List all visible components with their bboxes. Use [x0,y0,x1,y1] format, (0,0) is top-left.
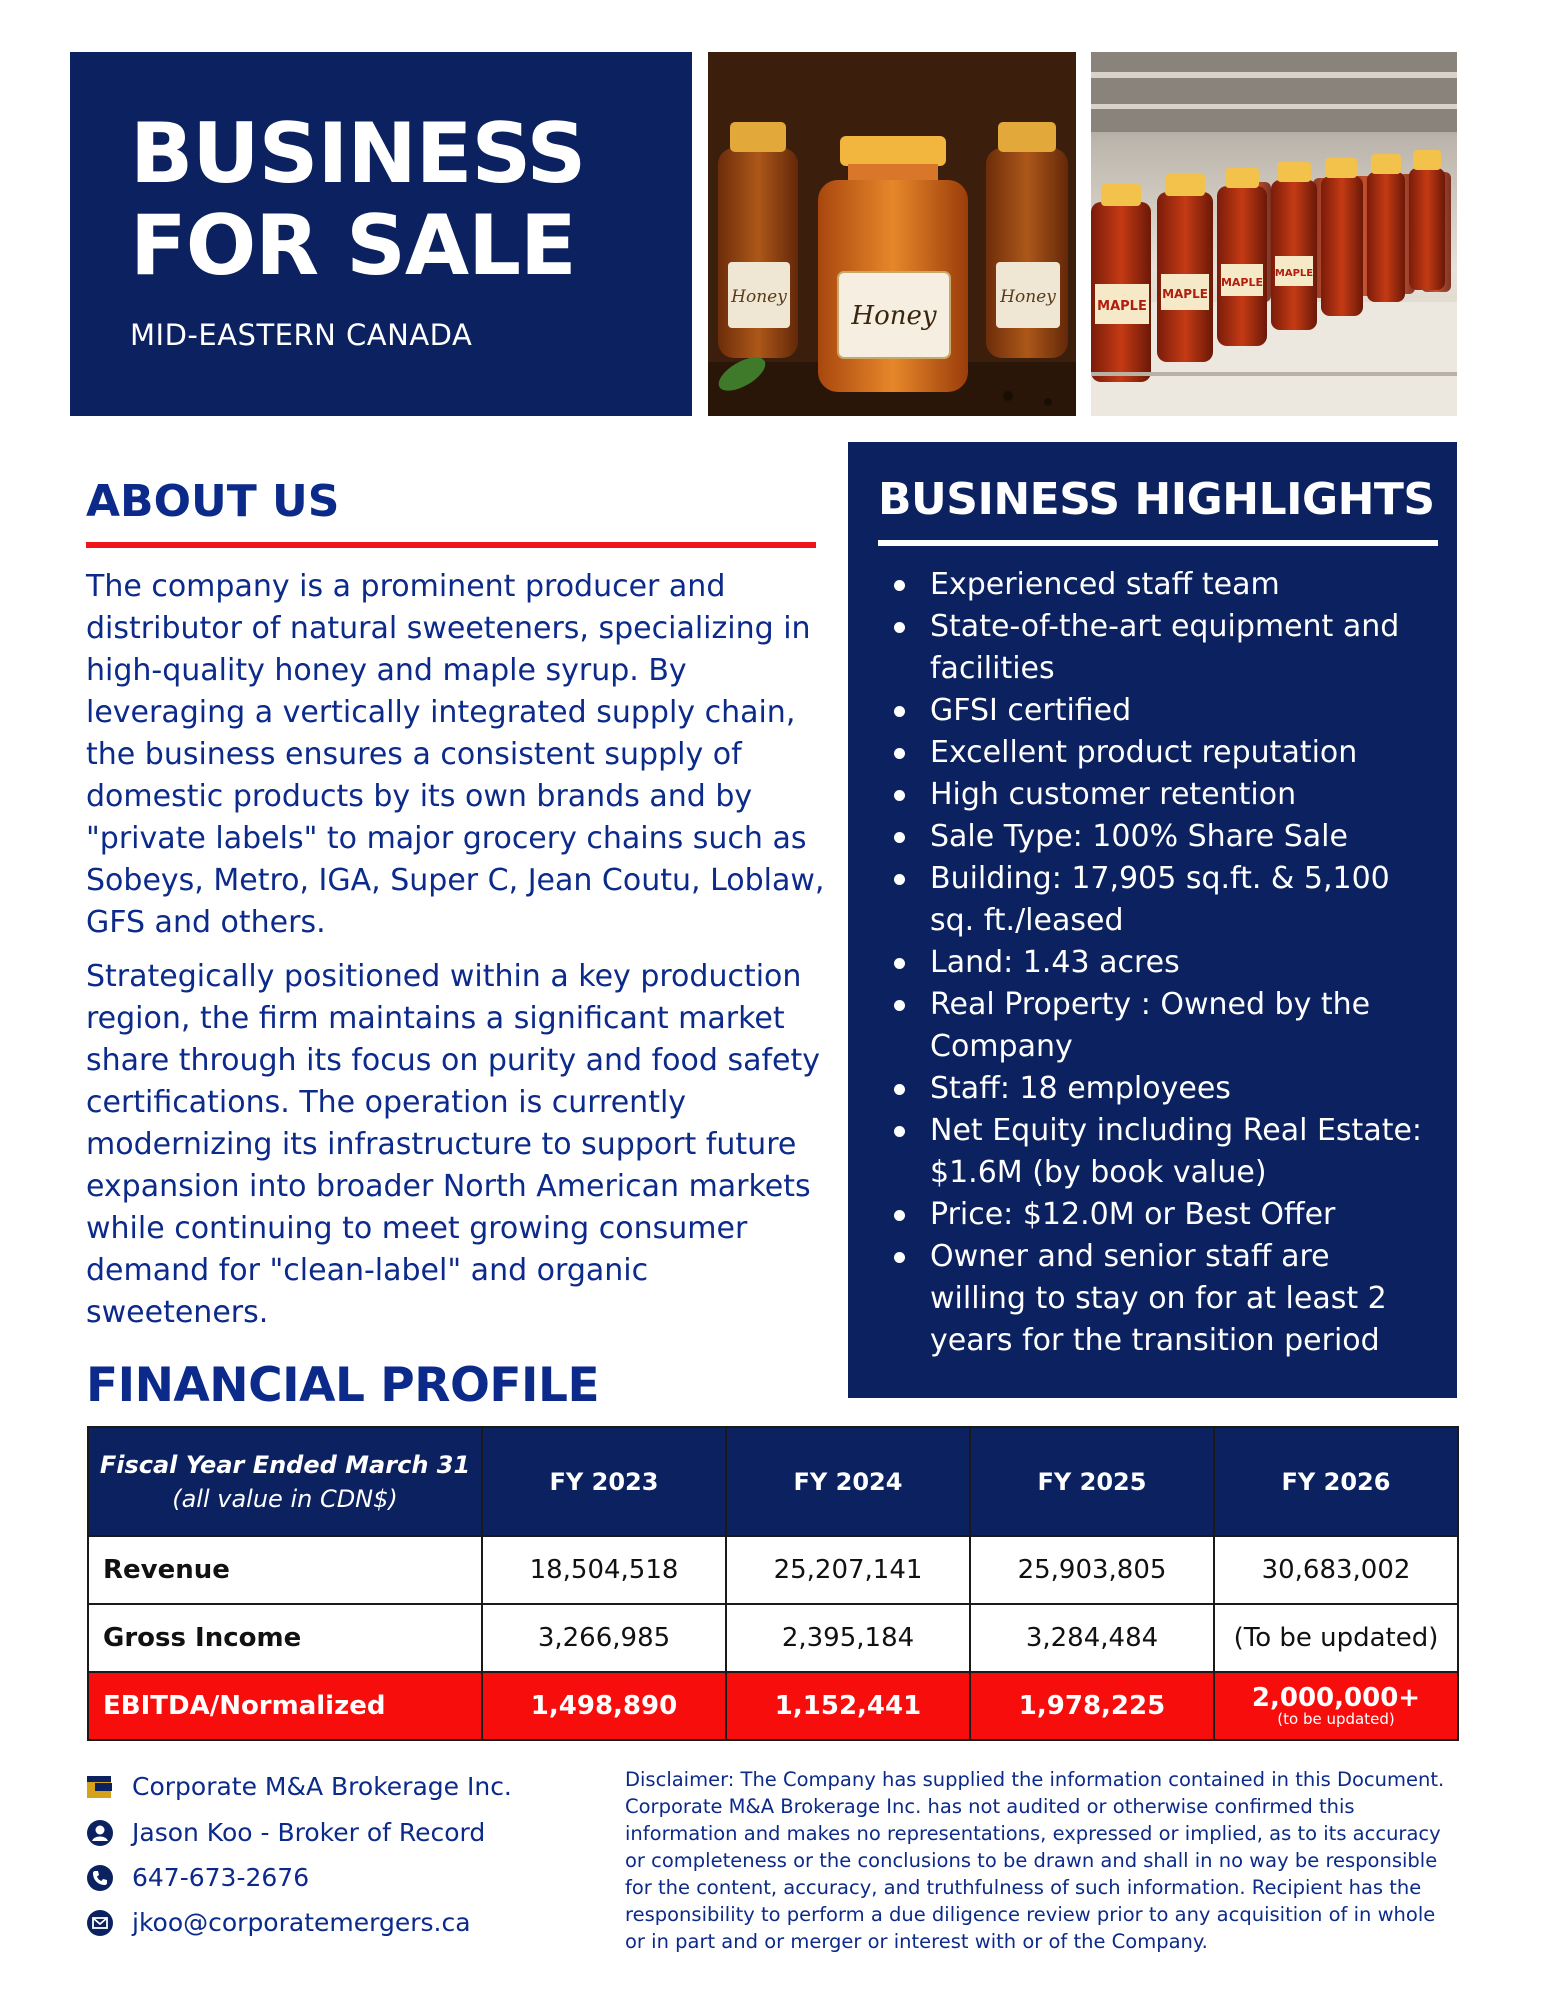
broker-name: Jason Koo - Broker of Record [132,1818,486,1847]
table-cell: 2,395,184 [726,1604,970,1672]
phone-icon [86,1864,114,1892]
fiscal-year-header [88,1427,482,1536]
about-us-paragraph-1: The company is a prominent producer and distributor of natural sweeteners, specializing in high-quality honey and maple syrup. By leveraging a vertically integrated supply chain, the business ensures a consistent supply of domestic products by its own brands and by "private labels" to major grocery chains such as Sobeys, Metro, IGA, Super C, Jean Coutu, Loblaw, GFS and others. [86,569,825,940]
table-row [88,1604,1458,1672]
highlight-item: Building: 17,905 sq.ft. & 5,100 sq. ft./leased [888,858,1428,942]
ebitda-fy2026-value: 2,000,000+ [1251,1683,1421,1713]
fiscal-year-label: Fiscal Year Ended March 31 [99,1450,471,1479]
highlight-item: Excellent product reputation [888,732,1428,774]
hero-title [130,105,586,294]
contact-broker [86,1818,485,1847]
business-highlights-panel [848,442,1457,1398]
highlight-item: Owner and senior staff are willing to stay on for at least 2 years for the transition period [888,1236,1428,1362]
about-us-heading: ABOUT US [86,476,340,527]
highlight-item: Sale Type: 100% Share Sale [888,816,1428,858]
svg-text:Honey: Honey [731,287,787,307]
highlight-item: Real Property : Owned by the Company [888,984,1428,1068]
business-highlights-divider [878,540,1438,546]
business-highlights-list [888,564,1428,1362]
table-cell: 1,978,225 [970,1672,1214,1740]
row-label-revenue: Revenue [88,1536,482,1604]
person-icon [86,1819,114,1847]
highlight-item: High customer retention [888,774,1428,816]
currency-note: (all value in CDN$) [172,1484,398,1513]
ebitda-fy2026-note: (to be updated) [1277,1710,1395,1728]
highlight-item: Land: 1.43 acres [888,942,1428,984]
phone-number[interactable]: 647-673-2676 [132,1863,310,1892]
highlight-item: GFSI certified [888,690,1428,732]
table-cell: 1,498,890 [482,1672,726,1740]
contact-email[interactable] [86,1908,471,1937]
svg-text:MAPLE: MAPLE [1220,276,1264,289]
about-us-divider [86,542,816,548]
column-header: FY 2026 [1214,1427,1458,1536]
highlight-item: Staff: 18 employees [888,1068,1428,1110]
table-cell: 30,683,002 [1214,1536,1458,1604]
hero-banner [70,52,692,416]
table-row-ebitda [88,1672,1458,1740]
svg-text:MAPLE: MAPLE [1274,268,1314,279]
table-cell: 3,266,985 [482,1604,726,1672]
contact-phone[interactable] [86,1863,309,1892]
mail-icon [86,1909,114,1937]
table-cell: (To be updated) [1214,1604,1458,1672]
table-row [88,1536,1458,1604]
logo-icon [86,1773,114,1801]
financial-table [87,1426,1459,1741]
table-cell: 25,903,805 [970,1536,1214,1604]
column-header: FY 2025 [970,1427,1214,1536]
svg-text:MAPLE: MAPLE [1097,299,1147,314]
highlight-item: Price: $12.0M or Best Offer [888,1194,1428,1236]
column-header: FY 2023 [482,1427,726,1536]
business-highlights-heading: BUSINESS HIGHLIGHTS [878,474,1435,525]
contact-company [86,1772,512,1801]
table-cell: 25,207,141 [726,1536,970,1604]
hero-title-line1: BUSINESS [130,105,586,202]
honey-jars-photo [708,52,1076,416]
svg-text:MAPLE: MAPLE [1162,287,1208,301]
highlight-item: State-of-the-art equipment and facilities [888,606,1428,690]
table-cell: 1,152,441 [726,1672,970,1740]
maple-syrup-photo [1091,52,1457,416]
disclaimer-text: Disclaimer: The Company has supplied the information contained in this Document. Corporate M&A Brokerage Inc. has not audited or otherwise confirmed this information and makes no representations, expressed or implied, as to its accuracy or completeness or the conclusions to be drawn and shall in no way be responsible for the content, accuracy, and truthfulness of such information. Recipient has the responsibility to perform a due diligence review prior to any acquisition of in whole or in part and or merger or interest with or of the Company. [625,1768,1445,1953]
company-name: Corporate M&A Brokerage Inc. [132,1772,512,1801]
hero-subtitle: MID-EASTERN CANADA [130,318,473,352]
table-cell: 3,284,484 [970,1604,1214,1672]
highlight-item: Net Equity including Real Estate: $1.6M (by book value) [888,1110,1428,1194]
svg-text:Honey: Honey [1000,287,1056,307]
financial-profile-heading: FINANCIAL PROFILE [86,1358,600,1413]
table-cell: 18,504,518 [482,1536,726,1604]
svg-text:Honey: Honey [851,301,937,331]
column-header: FY 2024 [726,1427,970,1536]
hero-title-line2: FOR SALE [130,197,576,294]
row-label-ebitda: EBITDA/Normalized [88,1672,482,1740]
email-address[interactable]: jkoo@corporatemergers.ca [132,1908,471,1937]
highlight-item: Experienced staff team [888,564,1428,606]
row-label-gross-income: Gross Income [88,1604,482,1672]
table-cell-fy2026-ebitda [1214,1672,1458,1740]
about-us-paragraph-2: Strategically positioned within a key production region, the firm maintains a significant market share through its focus on purity and food safety certifications. The operation is currently modernizing its infrastructure to support future expansion into broader North American markets while continuing to meet growing consumer demand for "clean-label" and organic sweeteners. [86,959,821,1330]
financial-table-header-row [88,1427,1458,1536]
